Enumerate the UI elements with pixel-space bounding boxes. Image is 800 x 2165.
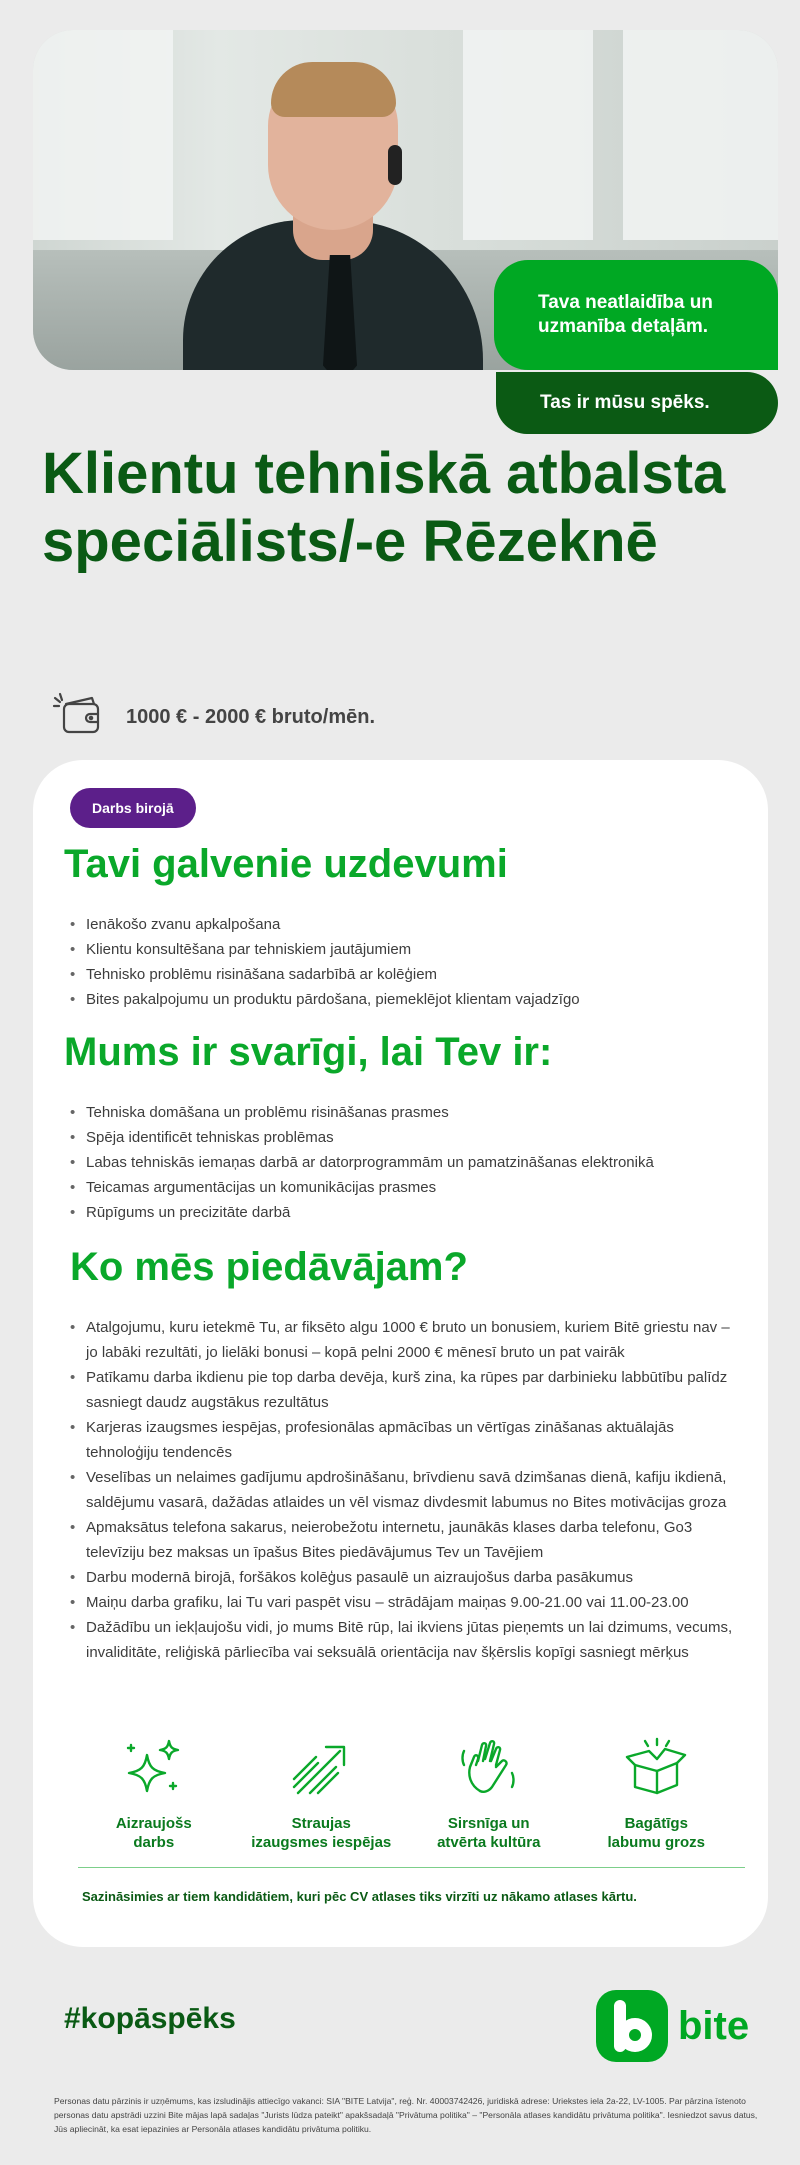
benefits-row: [70, 1735, 740, 1855]
list-item: • Rūpīgums un precizitāte darbā: [70, 1200, 750, 1225]
tasks-list: [70, 912, 750, 1012]
list-item: • Tehnisko problēmu risināšana sadarbībā ar kolēģiem: [70, 962, 750, 987]
requirements-list: [70, 1100, 750, 1225]
selection-note: Sazināsimies ar tiem kandidātiem, kuri pēc CV atlases tiks virzīti uz nākamo atlases kārtu.: [82, 1889, 637, 1904]
list-item: • Tehniska domāšana un problēmu risināšanas prasmes: [70, 1100, 750, 1125]
privacy-footer: Personas datu pārzinis ir uzņēmums, kas izsludinājis attiecīgo vakanci: SIA "BITE Latvija", reģ. Nr. 40003742426, juridiskā adrese: Uriekstes iela 2a-22, LV-1005. Par pārzina īstenoto personas datu apstrādi uzzini Bite mājas lapā sadaļas "Jurists lūdza pateikt" apakšsadaļā "Privātuma politika" – "Personāla atlases kandidātu privātuma politika". Iesniedzot savus datus, Jūs apliecināt, ka esat iepazinies ar Personāla atlases kandidātu privātuma politiku.: [54, 2096, 758, 2134]
benefit-label: Aizraujošs darbs: [115, 1815, 192, 1851]
benefit-item: [70, 1735, 238, 1855]
benefit-item: [405, 1735, 573, 1855]
gift-box-icon: [623, 1735, 689, 1806]
list-item: • Spēja identificēt tehniskas problēmas: [70, 1125, 750, 1150]
list-item: • Labas tehniskās iemaņas darbā ar datorprogrammām un pamatzināšanas elektronikā: [70, 1150, 750, 1175]
hashtag: #kopāspēks: [64, 2002, 236, 2035]
list-item: • Dažādību un iekļaujošu vidi, jo mums Bitē rūp, lai ikviens jūtas pieņemts un lai dzimums, vecums, invaliditāte, reliģiskā pārliecība vai seksuālā orientācija nav šķērslis kopīgi sasniegt mērķus: [70, 1615, 735, 1665]
tasks-heading: Tavi galvenie uzdevumi: [64, 842, 508, 886]
divider: [78, 1867, 745, 1868]
offer-heading: Ko mēs piedāvājam?: [70, 1245, 468, 1289]
salary-row: [52, 694, 375, 740]
list-item: • Ienākošo zvanu apkalpošana: [70, 912, 750, 937]
list-item: • Darbu modernā birojā, foršākos kolēģus pasaulē un aizraujošus darba pasākumus: [70, 1565, 735, 1590]
waving-hand-icon: [456, 1735, 522, 1806]
list-item: • Veselības un nelaimes gadījumu apdrošināšanu, brīvdienu savā dzimšanas dienā, kafiju ikdienā, saldējumu vasarā, dažādas atlaides un vēl vismaz divdesmit labumus no Bites motivācijas groza: [70, 1465, 735, 1515]
list-item: • Bites pakalpojumu un produktu pārdošana, piemeklējot klientam vajadzīgo: [70, 987, 750, 1012]
wallet-icon: [52, 692, 106, 743]
offer-list: [70, 1315, 735, 1665]
growth-arrows-icon: [288, 1735, 354, 1806]
work-type-badge: Darbs birojā: [70, 788, 196, 828]
benefit-item: [238, 1735, 406, 1855]
person-hair: [271, 62, 396, 117]
job-title: Klientu tehniskā atbalsta speciālists/-e Rēzeknē: [42, 441, 726, 574]
hero-bg-window: [623, 30, 778, 240]
hero-bubble-primary: Tava neatlaidība un uzmanība detaļām.: [494, 260, 778, 370]
list-item: • Maiņu darba grafiku, lai Tu vari paspēt visu – strādājam maiņas 9.00-21.00 vai 11.00-23.00: [70, 1590, 735, 1615]
salary-text: 1000 € - 2000 € bruto/mēn.: [126, 705, 376, 728]
headset-icon: [388, 145, 402, 185]
list-item: • Teicamas argumentācijas un komunikācijas prasmes: [70, 1175, 750, 1200]
list-item: • Apmaksātus telefona sakarus, neierobežotu internetu, jaunākās klases darba telefonu, Go3 televīziju bez maksas un īpašus Bites piedāvājumus Tev un Tavējiem: [70, 1515, 735, 1565]
bite-wordmark: bite: [678, 2003, 750, 2048]
list-item: • Patīkamu darba ikdienu pie top darba devēja, kurš zina, ka rūpes par darbinieku labbūtību palīdz sasniegt daudz augstākus rezultātus: [70, 1365, 735, 1415]
sparkles-icon: [121, 1735, 187, 1806]
list-item: • Atalgojumu, kuru ietekmē Tu, ar fiksēto algu 1000 € bruto un bonusiem, kuriem Bitē griestu nav – jo labāki rezultāti, jo lielāki bonusi – kopā pelni 2000 € mēnesī bruto un pat vairāk: [70, 1315, 735, 1365]
benefit-item: [573, 1735, 741, 1855]
benefit-label: Bagātīgs labumu grozs: [607, 1815, 705, 1851]
hero-bubble-secondary: Tas ir mūsu spēks.: [496, 372, 778, 434]
bite-logo[interactable]: [596, 1990, 749, 2062]
benefit-label: Sirsnīga un atvērta kultūra: [437, 1815, 541, 1851]
hero-bg-window: [33, 30, 173, 240]
requirements-heading: Mums ir svarīgi, lai Tev ir:: [64, 1030, 553, 1074]
hero-person: [163, 50, 523, 370]
list-item: • Karjeras izaugsmes iespējas, profesionālas apmācības un vērtīgas zināšanas aktuālajās tehnoloģiju tendencēs: [70, 1415, 735, 1465]
benefit-label: Straujas izaugsmes iespējas: [251, 1815, 392, 1851]
bite-logo-mark: [596, 1990, 668, 2062]
list-item: • Klientu konsultēšana par tehniskiem jautājumiem: [70, 937, 750, 962]
